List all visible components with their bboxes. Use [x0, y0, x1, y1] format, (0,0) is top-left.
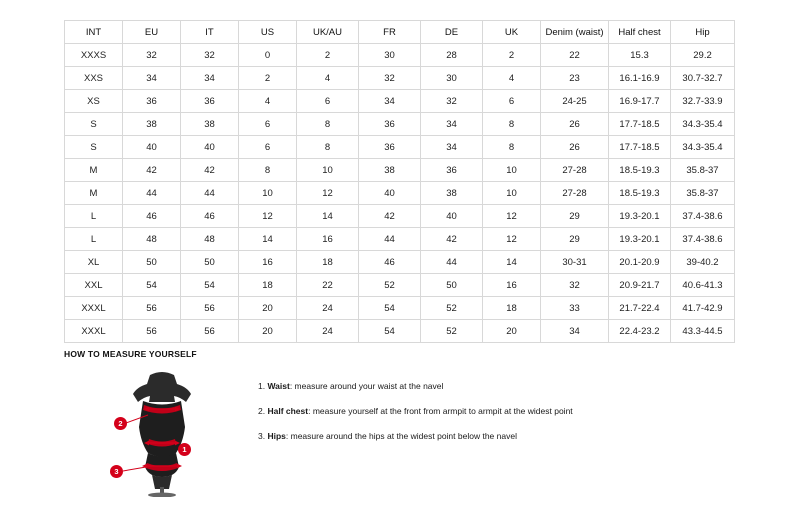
- table-cell: 19.3-20.1: [609, 228, 671, 251]
- table-row: [65, 297, 735, 320]
- table-cell: 29: [541, 205, 609, 228]
- column-header: IT: [181, 21, 239, 44]
- measure-note-number: 3.: [258, 431, 266, 442]
- measure-badge-2: 2: [114, 417, 127, 430]
- table-row: [65, 320, 735, 343]
- table-cell: 4: [239, 90, 297, 113]
- size-label-cell: M: [65, 159, 123, 182]
- table-cell: 8: [239, 159, 297, 182]
- table-row: [65, 228, 735, 251]
- table-cell: 21.7-22.4: [609, 297, 671, 320]
- table-cell: 54: [181, 274, 239, 297]
- table-cell: 6: [239, 136, 297, 159]
- table-row: [65, 251, 735, 274]
- size-chart-container: [64, 20, 734, 343]
- table-cell: 34: [541, 320, 609, 343]
- measure-note: [258, 431, 573, 441]
- table-cell: 46: [359, 251, 421, 274]
- table-header-row: [65, 21, 735, 44]
- table-cell: 52: [421, 297, 483, 320]
- table-cell: 32.7-33.9: [671, 90, 735, 113]
- table-cell: 18: [297, 251, 359, 274]
- table-cell: 10: [483, 159, 541, 182]
- table-cell: 40: [181, 136, 239, 159]
- table-cell: 46: [181, 205, 239, 228]
- table-cell: 8: [297, 113, 359, 136]
- table-cell: 36: [359, 136, 421, 159]
- table-cell: 32: [181, 44, 239, 67]
- measure-note-text: : measure around the hips at the widest point below the navel: [285, 431, 517, 442]
- table-cell: 19.3-20.1: [609, 205, 671, 228]
- table-cell: 38: [421, 182, 483, 205]
- table-cell: 36: [181, 90, 239, 113]
- how-to-measure-section: [64, 349, 734, 497]
- size-label-cell: L: [65, 205, 123, 228]
- table-cell: 24-25: [541, 90, 609, 113]
- table-cell: 34: [421, 136, 483, 159]
- table-cell: 30.7-32.7: [671, 67, 735, 90]
- table-cell: 48: [181, 228, 239, 251]
- table-row: [65, 159, 735, 182]
- measure-note: [258, 406, 573, 416]
- size-label-cell: S: [65, 113, 123, 136]
- measure-note-text: : measure yourself at the front from armpit to armpit at the widest point: [308, 406, 573, 417]
- table-cell: 15.3: [609, 44, 671, 67]
- table-body: [65, 44, 735, 343]
- column-header: UK: [483, 21, 541, 44]
- table-cell: 16.1-16.9: [609, 67, 671, 90]
- table-cell: 54: [123, 274, 181, 297]
- table-cell: 24: [297, 320, 359, 343]
- table-cell: 30: [359, 44, 421, 67]
- size-label-cell: S: [65, 136, 123, 159]
- table-cell: 20: [483, 320, 541, 343]
- column-header: UK/AU: [297, 21, 359, 44]
- table-cell: 40: [359, 182, 421, 205]
- table-cell: 23: [541, 67, 609, 90]
- table-cell: 16: [239, 251, 297, 274]
- table-cell: 44: [123, 182, 181, 205]
- table-cell: 28: [421, 44, 483, 67]
- measure-badge-3: 3: [110, 465, 123, 478]
- table-cell: 50: [181, 251, 239, 274]
- table-cell: 18.5-19.3: [609, 182, 671, 205]
- table-cell: 38: [181, 113, 239, 136]
- size-label-cell: XXXS: [65, 44, 123, 67]
- table-cell: 32: [123, 44, 181, 67]
- table-cell: 10: [239, 182, 297, 205]
- table-cell: 43.3-44.5: [671, 320, 735, 343]
- column-header: EU: [123, 21, 181, 44]
- table-cell: 32: [421, 90, 483, 113]
- table-cell: 22: [297, 274, 359, 297]
- size-label-cell: XXS: [65, 67, 123, 90]
- table-cell: 37.4-38.6: [671, 228, 735, 251]
- table-cell: 34: [359, 90, 421, 113]
- table-cell: 40: [421, 205, 483, 228]
- table-cell: 8: [483, 136, 541, 159]
- table-cell: 2: [483, 44, 541, 67]
- table-cell: 48: [123, 228, 181, 251]
- table-cell: 42: [359, 205, 421, 228]
- table-cell: 20.1-20.9: [609, 251, 671, 274]
- measure-note-term: Hips: [267, 431, 286, 442]
- measure-note-number: 2.: [258, 406, 266, 417]
- size-label-cell: XXL: [65, 274, 123, 297]
- table-cell: 4: [483, 67, 541, 90]
- table-cell: 29.2: [671, 44, 735, 67]
- measure-note-term: Half chest: [267, 406, 309, 417]
- table-cell: 20: [239, 320, 297, 343]
- table-cell: 6: [297, 90, 359, 113]
- measure-notes: [258, 367, 573, 457]
- table-cell: 16.9-17.7: [609, 90, 671, 113]
- table-cell: 4: [297, 67, 359, 90]
- table-cell: 42: [181, 159, 239, 182]
- table-cell: 56: [123, 320, 181, 343]
- table-row: [65, 182, 735, 205]
- measure-note-number: 1.: [258, 381, 266, 391]
- table-cell: 29: [541, 228, 609, 251]
- table-row: [65, 67, 735, 90]
- table-cell: 10: [297, 159, 359, 182]
- table-cell: 35.8-37: [671, 159, 735, 182]
- size-label-cell: L: [65, 228, 123, 251]
- table-cell: 16: [483, 274, 541, 297]
- table-cell: 50: [123, 251, 181, 274]
- table-cell: 10: [483, 182, 541, 205]
- table-cell: 2: [239, 67, 297, 90]
- table-row: [65, 113, 735, 136]
- table-row: [65, 136, 735, 159]
- table-cell: 34: [181, 67, 239, 90]
- table-cell: 56: [181, 320, 239, 343]
- table-cell: 30-31: [541, 251, 609, 274]
- table-row: [65, 205, 735, 228]
- table-cell: 20: [239, 297, 297, 320]
- table-cell: 38: [123, 113, 181, 136]
- table-cell: 12: [297, 182, 359, 205]
- table-cell: 44: [421, 251, 483, 274]
- table-cell: 6: [239, 113, 297, 136]
- table-cell: 52: [359, 274, 421, 297]
- table-cell: 2: [297, 44, 359, 67]
- table-cell: 33: [541, 297, 609, 320]
- column-header: INT: [65, 21, 123, 44]
- table-cell: 24: [297, 297, 359, 320]
- size-label-cell: M: [65, 182, 123, 205]
- table-cell: 56: [181, 297, 239, 320]
- table-cell: 27-28: [541, 182, 609, 205]
- table-cell: 27-28: [541, 159, 609, 182]
- table-cell: 18.5-19.3: [609, 159, 671, 182]
- table-row: [65, 90, 735, 113]
- table-cell: 56: [123, 297, 181, 320]
- table-cell: 17.7-18.5: [609, 136, 671, 159]
- measure-badge-1: 1: [178, 443, 191, 456]
- mannequin-figure: [92, 367, 232, 497]
- table-cell: 34.3-35.4: [671, 113, 735, 136]
- table-cell: 18: [483, 297, 541, 320]
- table-cell: 32: [359, 67, 421, 90]
- table-cell: 20.9-21.7: [609, 274, 671, 297]
- size-label-cell: XXXL: [65, 297, 123, 320]
- measure-note-text: : measure around your waist at the navel: [289, 381, 444, 391]
- table-cell: 34: [421, 113, 483, 136]
- table-cell: 6: [483, 90, 541, 113]
- table-cell: 44: [181, 182, 239, 205]
- table-cell: 44: [359, 228, 421, 251]
- table-cell: 12: [483, 228, 541, 251]
- table-cell: 36: [359, 113, 421, 136]
- table-cell: 40: [123, 136, 181, 159]
- table-cell: 54: [359, 297, 421, 320]
- how-to-measure-body: [64, 367, 734, 497]
- table-cell: 41.7-42.9: [671, 297, 735, 320]
- table-cell: 42: [123, 159, 181, 182]
- table-cell: 8: [297, 136, 359, 159]
- size-label-cell: XS: [65, 90, 123, 113]
- table-cell: 46: [123, 205, 181, 228]
- table-cell: 38: [359, 159, 421, 182]
- table-cell: 22.4-23.2: [609, 320, 671, 343]
- table-cell: 14: [297, 205, 359, 228]
- table-cell: 17.7-18.5: [609, 113, 671, 136]
- table-cell: 40.6-41.3: [671, 274, 735, 297]
- table-cell: 39-40.2: [671, 251, 735, 274]
- table-cell: 52: [421, 320, 483, 343]
- size-chart-table: [64, 20, 735, 343]
- table-cell: 32: [541, 274, 609, 297]
- measure-note-term: Waist: [267, 381, 290, 391]
- table-cell: 12: [483, 205, 541, 228]
- table-cell: 14: [483, 251, 541, 274]
- table-cell: 14: [239, 228, 297, 251]
- table-cell: 30: [421, 67, 483, 90]
- table-cell: 18: [239, 274, 297, 297]
- size-label-cell: XXXL: [65, 320, 123, 343]
- column-header: Denim (waist): [541, 21, 609, 44]
- column-header: DE: [421, 21, 483, 44]
- table-row: [65, 44, 735, 67]
- table-cell: 35.8-37: [671, 182, 735, 205]
- size-label-cell: XL: [65, 251, 123, 274]
- column-header: Half chest: [609, 21, 671, 44]
- column-header: FR: [359, 21, 421, 44]
- table-cell: 0: [239, 44, 297, 67]
- table-cell: 54: [359, 320, 421, 343]
- table-cell: 8: [483, 113, 541, 136]
- table-cell: 50: [421, 274, 483, 297]
- table-cell: 22: [541, 44, 609, 67]
- table-cell: 36: [123, 90, 181, 113]
- table-cell: 42: [421, 228, 483, 251]
- column-header: Hip: [671, 21, 735, 44]
- table-cell: 26: [541, 113, 609, 136]
- column-header: US: [239, 21, 297, 44]
- table-cell: 16: [297, 228, 359, 251]
- measure-note: [258, 381, 573, 391]
- table-row: [65, 274, 735, 297]
- table-cell: 36: [421, 159, 483, 182]
- how-to-measure-title: HOW TO MEASURE YOURSELF: [64, 349, 197, 359]
- table-cell: 26: [541, 136, 609, 159]
- table-cell: 37.4-38.6: [671, 205, 735, 228]
- table-cell: 12: [239, 205, 297, 228]
- table-cell: 34.3-35.4: [671, 136, 735, 159]
- table-cell: 34: [123, 67, 181, 90]
